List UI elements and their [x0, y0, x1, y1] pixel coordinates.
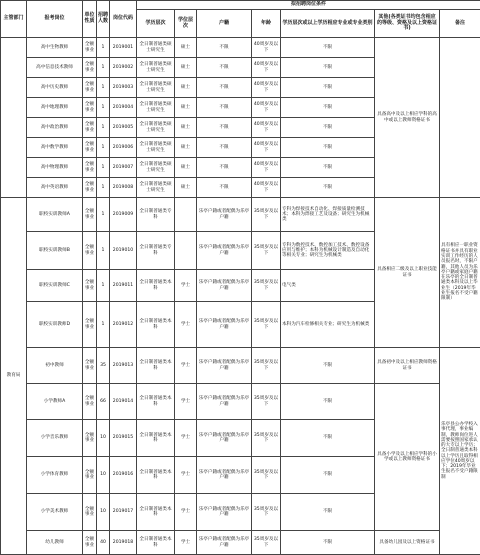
- code-cell: 2019015: [110, 420, 137, 457]
- post-cell: 高中地理教师: [27, 98, 83, 118]
- age-cell: 35周岁及以下: [252, 457, 281, 494]
- degree-cell: 硕士: [175, 38, 197, 58]
- age-cell: 35周岁及以下: [252, 198, 281, 232]
- hukou-cell: 乐亭户籍或者配偶为乐亭户籍: [197, 531, 252, 555]
- degree-cell: 硕士: [175, 138, 197, 158]
- post-cell: 高中生物教师: [27, 38, 83, 58]
- unit-nature-cell: 全额事业: [83, 457, 97, 494]
- hukou-cell: 乐亭户籍或者配偶为乐亭户籍: [197, 420, 252, 457]
- unit-nature-cell: 全额事业: [83, 384, 97, 420]
- header-degree: 学位层次: [175, 10, 197, 38]
- degree-cell: 学士: [175, 270, 197, 302]
- degree-cell: 硕士: [175, 178, 197, 198]
- hukou-cell: 乐亭户籍或者配偶为乐亭户籍: [197, 198, 252, 232]
- quota-cell: 1: [97, 78, 110, 98]
- header-hukou: 户籍: [197, 10, 252, 38]
- unit-nature-cell: 全额事业: [83, 531, 97, 555]
- post-cell: 小学教师A: [27, 384, 83, 420]
- unit-nature-cell: 全额事业: [83, 118, 97, 138]
- major-cell: 电气类: [281, 270, 375, 302]
- hukou-cell: 乐亭户籍或者配偶为乐亭户籍: [197, 494, 252, 531]
- age-cell: 35周岁及以下: [252, 494, 281, 531]
- post-cell: 幼儿教师: [27, 531, 83, 555]
- code-cell: 2019005: [110, 118, 137, 138]
- quota-cell: 1: [97, 98, 110, 118]
- other-cell: 具备初中及以上相应教师资格证书: [375, 348, 440, 384]
- degree-cell: 硕士: [175, 118, 197, 138]
- degree-cell: 学士: [175, 302, 197, 348]
- quota-cell: 1: [97, 232, 110, 270]
- dept-cell: 教育局: [1, 198, 27, 555]
- major-cell: 不限: [281, 78, 375, 98]
- degree-cell: 硕士: [175, 158, 197, 178]
- hukou-cell: 不限: [197, 98, 252, 118]
- age-cell: 40周岁及以下: [252, 158, 281, 178]
- education-cell: 全日制普通类本科: [137, 384, 175, 420]
- code-cell: 2019007: [110, 158, 137, 178]
- age-cell: 40周岁及以下: [252, 58, 281, 78]
- degree-cell: 硕士: [175, 98, 197, 118]
- quota-cell: 10: [97, 494, 110, 531]
- quota-cell: 1: [97, 38, 110, 58]
- education-cell: 全日制普通类本科: [137, 531, 175, 555]
- education-cell: 全日制普通类专科: [137, 198, 175, 232]
- unit-nature-cell: 全额事业: [83, 178, 97, 198]
- age-cell: 40周岁及以下: [252, 138, 281, 158]
- education-cell: 全日制普通类硕士研究生: [137, 158, 175, 178]
- unit-nature-cell: 全额事业: [83, 420, 97, 457]
- education-cell: 全日制普通类本科: [137, 348, 175, 384]
- unit-nature-cell: 全额事业: [83, 302, 97, 348]
- quota-cell: 1: [97, 158, 110, 178]
- table-row: [1, 38, 480, 58]
- code-cell: 2019010: [110, 232, 137, 270]
- quota-cell: 1: [97, 302, 110, 348]
- age-cell: 35周岁及以下: [252, 384, 281, 420]
- quota-cell: 1: [97, 178, 110, 198]
- education-cell: 全日制普通类硕士研究生: [137, 98, 175, 118]
- code-cell: 2019018: [110, 531, 137, 555]
- unit-nature-cell: 全额事业: [83, 98, 97, 118]
- post-cell: 小学美术教师: [27, 494, 83, 531]
- age-cell: 35周岁及以下: [252, 232, 281, 270]
- degree-cell: 学士: [175, 494, 197, 531]
- header-other: 其他(各类证书均包含相应的等级、资格及以上资格证书): [375, 10, 440, 38]
- major-cell: 不限: [281, 118, 375, 138]
- education-cell: 全日制普通类本科: [137, 457, 175, 494]
- quota-cell: 1: [97, 58, 110, 78]
- degree-cell: 学士: [175, 420, 197, 457]
- major-cell: 不限: [281, 457, 375, 494]
- table-row: [1, 384, 480, 420]
- code-cell: 2019001: [110, 38, 137, 58]
- code-cell: 2019006: [110, 138, 137, 158]
- hukou-cell: 不限: [197, 38, 252, 58]
- unit-nature-cell: 全额事业: [83, 348, 97, 384]
- header-education: 学历层次: [137, 10, 175, 38]
- quota-cell: 1: [97, 118, 110, 138]
- code-cell: 2019003: [110, 78, 137, 98]
- degree-cell: 硕士: [175, 58, 197, 78]
- unit-nature-cell: 全额事业: [83, 494, 97, 531]
- hukou-cell: 不限: [197, 118, 252, 138]
- education-cell: 全日制普通类硕士研究生: [137, 78, 175, 98]
- quota-cell: 10: [97, 457, 110, 494]
- quota-cell: 1: [97, 270, 110, 302]
- header-remarks: 备注: [440, 10, 480, 38]
- age-cell: 35周岁及以下: [252, 348, 281, 384]
- age-cell: 35周岁及以下: [252, 420, 281, 457]
- unit-nature-cell: 全额事业: [83, 58, 97, 78]
- age-cell: 40周岁及以下: [252, 178, 281, 198]
- table-row: [1, 198, 480, 232]
- hukou-cell: 不限: [197, 138, 252, 158]
- header-major: 学历层次或以上学历相应专业或专业类别: [281, 10, 375, 38]
- dept-cell: [1, 38, 27, 198]
- other-cell: 具备幼儿园及以上资格证书: [375, 531, 440, 555]
- education-cell: 全日制普通类本科: [137, 270, 175, 302]
- major-cell: 不限: [281, 494, 375, 531]
- degree-cell: [175, 232, 197, 270]
- education-cell: 全日制普通类本科: [137, 420, 175, 457]
- code-cell: 2019012: [110, 302, 137, 348]
- code-cell: 2019011: [110, 270, 137, 302]
- major-cell: 不限: [281, 384, 375, 420]
- post-cell: 职校实训教师D: [27, 302, 83, 348]
- quota-cell: 1: [97, 198, 110, 232]
- code-cell: 2019004: [110, 98, 137, 118]
- age-cell: 35周岁及以下: [252, 302, 281, 348]
- age-cell: 35周岁及以下: [252, 531, 281, 555]
- major-cell: 不限: [281, 178, 375, 198]
- code-cell: 2019016: [110, 457, 137, 494]
- post-cell: 职校实训教师C: [27, 270, 83, 302]
- hukou-cell: 乐亭户籍或者配偶为乐亭户籍: [197, 457, 252, 494]
- age-cell: 40周岁及以下: [252, 98, 281, 118]
- quota-cell: 10: [97, 420, 110, 457]
- post-cell: 职校实训教师A: [27, 198, 83, 232]
- unit-nature-cell: 全额事业: [83, 78, 97, 98]
- post-cell: 高中信息技术教师: [27, 58, 83, 78]
- major-cell: 不限: [281, 58, 375, 78]
- other-cell: 具备高中及以上相应学科的高中或以上教师资格证书: [375, 38, 440, 198]
- education-cell: 全日制普通类硕士研究生: [137, 38, 175, 58]
- post-cell: 小学音乐教师: [27, 420, 83, 457]
- major-cell: 专科为焊接技术自动化、焊接质量检测技术；本科为焊接工艺及设备；研究生为机械类: [281, 198, 375, 232]
- major-cell: 不限: [281, 531, 375, 555]
- education-cell: 全日制普通类专科: [137, 232, 175, 270]
- post-cell: 高中历史教师: [27, 78, 83, 98]
- header-dept: 主管部门: [1, 1, 27, 38]
- quota-cell: 1: [97, 138, 110, 158]
- degree-cell: [175, 198, 197, 232]
- age-cell: 40周岁及以下: [252, 118, 281, 138]
- unit-nature-cell: 全额事业: [83, 138, 97, 158]
- hukou-cell: 不限: [197, 58, 252, 78]
- code-cell: 2019013: [110, 348, 137, 384]
- education-cell: 全日制普通类硕士研究生: [137, 58, 175, 78]
- degree-cell: 学士: [175, 457, 197, 494]
- age-cell: 40周岁及以下: [252, 78, 281, 98]
- header-quota: 招聘人数: [97, 1, 110, 38]
- code-cell: 2019009: [110, 198, 137, 232]
- major-cell: 本科为汽车检修相关专业；研究生为机械类: [281, 302, 375, 348]
- post-cell: 高中政治教师: [27, 118, 83, 138]
- major-cell: 专科为数控技术、数控加工技术、数控设备应用与维护；本科为机械设计制造及自动化等相关专业；研究生为机械类: [281, 232, 375, 270]
- major-cell: 不限: [281, 38, 375, 58]
- post-cell: 高中物理教师: [27, 158, 83, 178]
- other-cell: 具备小学及以上相应学科的小学或以上教师资格证书: [375, 384, 440, 531]
- table-row: [1, 348, 480, 384]
- table-row: [1, 531, 480, 555]
- hukou-cell: 乐亭户籍或者配偶为乐亭户籍: [197, 384, 252, 420]
- major-cell: 不限: [281, 420, 375, 457]
- hukou-cell: 乐亭户籍或者配偶为乐亭户籍: [197, 302, 252, 348]
- degree-cell: 学士: [175, 384, 197, 420]
- major-cell: 不限: [281, 98, 375, 118]
- hukou-cell: 不限: [197, 178, 252, 198]
- education-cell: 全日制普通类本科: [137, 302, 175, 348]
- education-cell: 全日制普通类硕士研究生: [137, 178, 175, 198]
- unit-nature-cell: 全额事业: [83, 158, 97, 178]
- unit-nature-cell: 全额事业: [83, 232, 97, 270]
- remarks-cell: [440, 38, 480, 198]
- quota-cell: 66: [97, 384, 110, 420]
- hukou-cell: 乐亭户籍或者配偶为乐亭户籍: [197, 232, 252, 270]
- unit-nature-cell: 全额事业: [83, 270, 97, 302]
- degree-cell: 学士: [175, 531, 197, 555]
- post-cell: 初中教师: [27, 348, 83, 384]
- code-cell: 2019002: [110, 58, 137, 78]
- header-conditions: 拟招聘岗位条件: [137, 1, 480, 10]
- unit-nature-cell: 全额事业: [83, 198, 97, 232]
- code-cell: 2019014: [110, 384, 137, 420]
- header-post: 报考岗位: [27, 1, 83, 38]
- header-age: 年龄: [252, 10, 281, 38]
- remarks-cell: 乐亭县公办学校入事代理，事业编制，教师岗位进人需要按照国家承认的大专以上学历；全日制普通类本科以上学历且取得相应学位40周岁以下；2019年毕业生报名不受户籍限制: [440, 348, 480, 555]
- code-cell: 2019008: [110, 178, 137, 198]
- post-cell: 小学体育教师: [27, 457, 83, 494]
- post-cell: 职校实训教师B: [27, 232, 83, 270]
- hukou-cell: 乐亭户籍或者配偶为乐亭户籍: [197, 348, 252, 384]
- hukou-cell: 乐亭户籍或者配偶为乐亭户籍: [197, 270, 252, 302]
- education-cell: 全日制普通类硕士研究生: [137, 138, 175, 158]
- major-cell: 不限: [281, 158, 375, 178]
- other-cell: 具备相应二级及以上职业技能证书: [375, 198, 440, 348]
- age-cell: 40周岁及以下: [252, 38, 281, 58]
- major-cell: 不限: [281, 348, 375, 384]
- hukou-cell: 不限: [197, 158, 252, 178]
- post-cell: 高中数学教师: [27, 138, 83, 158]
- header-unit-nature: 单位性质: [83, 1, 97, 38]
- code-cell: 2019017: [110, 494, 137, 531]
- header-code: 岗位代码: [110, 1, 137, 38]
- quota-cell: 35: [97, 348, 110, 384]
- education-cell: 全日制普通类硕士研究生: [137, 118, 175, 138]
- degree-cell: 硕士: [175, 78, 197, 98]
- remarks-cell: 具有相应一职业资格证书并具有职业实训工作经历的人员报名时，不限户籍，其他人员为乐亭户籍或家庭户籍在乐亭的全日制普通类本科及以上毕业生（2019年毕业生报名不受户籍限制）: [440, 198, 480, 348]
- degree-cell: 学士: [175, 348, 197, 384]
- post-cell: 高中英语教师: [27, 178, 83, 198]
- hukou-cell: 不限: [197, 78, 252, 98]
- education-cell: 全日制普通类本科: [137, 494, 175, 531]
- major-cell: 不限: [281, 138, 375, 158]
- unit-nature-cell: 全额事业: [83, 38, 97, 58]
- age-cell: 35周岁及以下: [252, 270, 281, 302]
- quota-cell: 40: [97, 531, 110, 555]
